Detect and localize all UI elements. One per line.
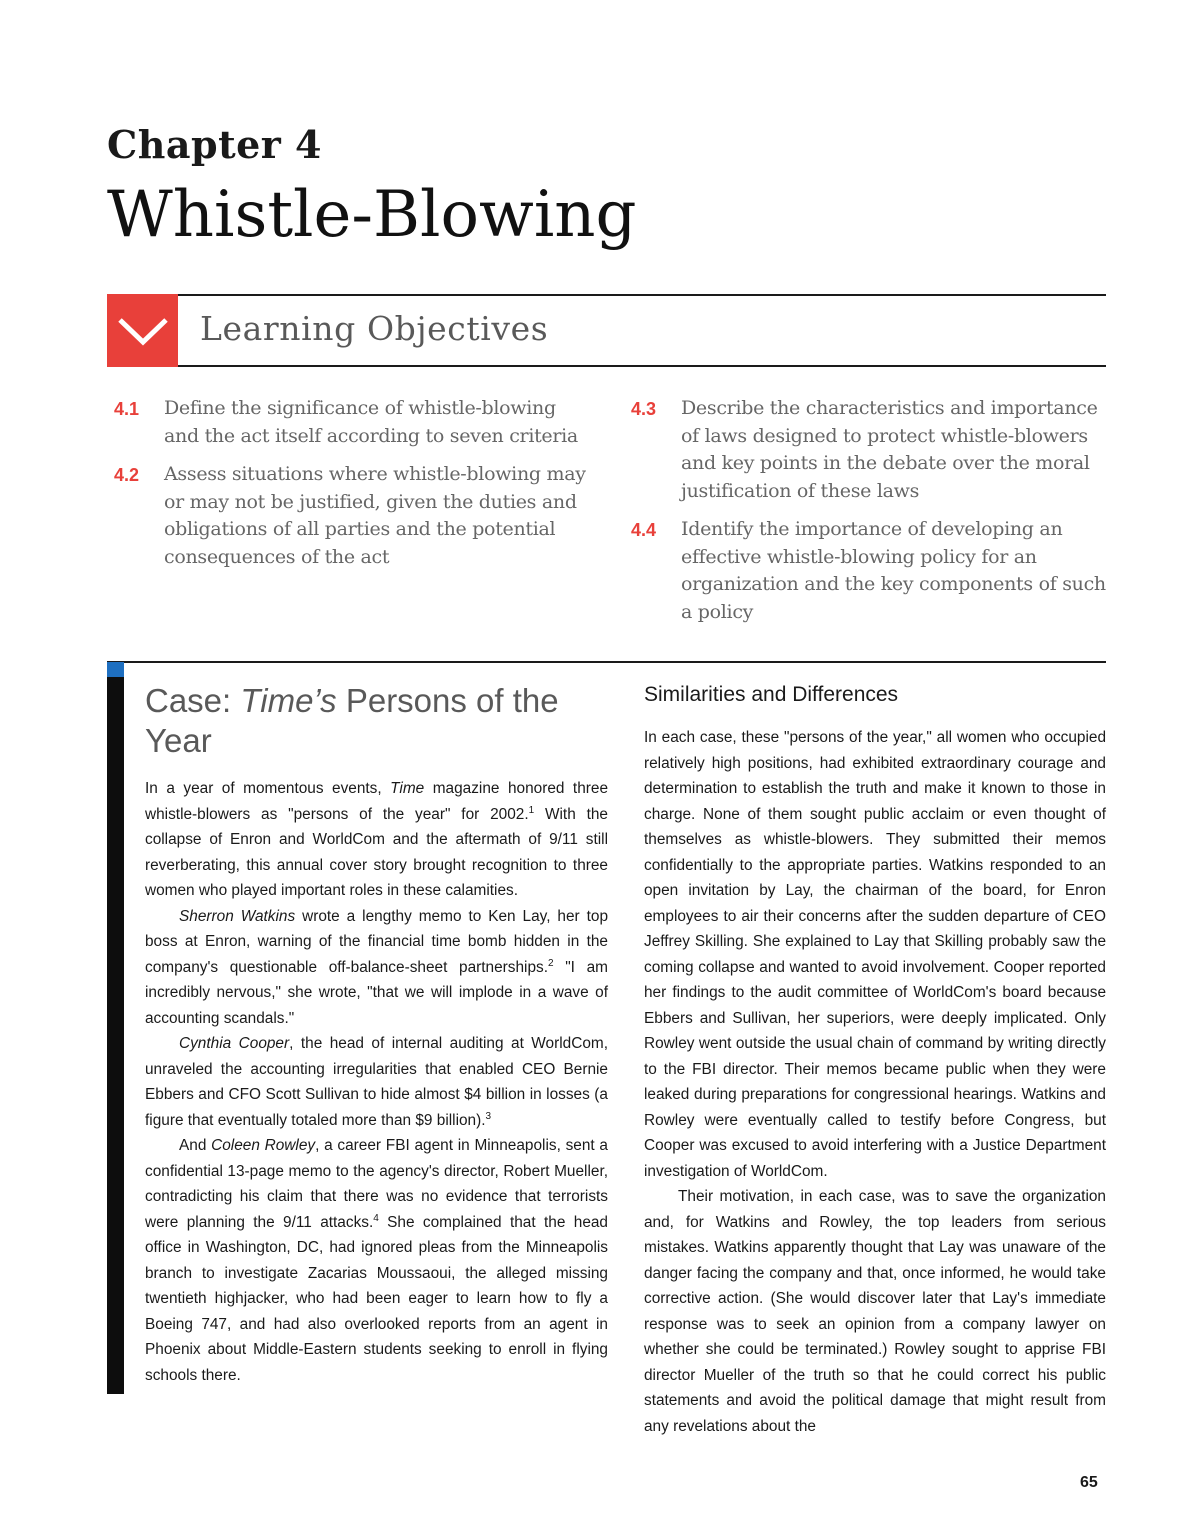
objective-number: 4.3	[631, 399, 657, 419]
objective-text: Identify the importance of developing an effective whistle-blowing policy for an organization and the key components of such a policy	[681, 518, 1106, 623]
case-title-suffix: Persons of the Year	[145, 682, 559, 759]
case-title-italic: Time’s	[240, 682, 337, 719]
objective-text: Assess situations where whistle-blowing may or may not be justified, given the duties and obligations of all parties and the potential consequences of the act	[164, 463, 586, 568]
objective-number: 4.4	[631, 520, 657, 540]
objective-number: 4.2	[114, 465, 140, 485]
case-body-right-column	[644, 725, 1106, 1439]
objective-item	[114, 395, 594, 450]
learning-objectives-heading: Learning Objectives	[200, 309, 549, 348]
objective-text: Describe the characteristics and importance of laws designed to protect whistle-blowers and key points in the debate over the moral justification of these laws	[681, 397, 1098, 502]
objective-item	[631, 395, 1111, 505]
text-run: wrote a lengthy memo to Ken Lay, her top boss at Enron, warning of the financial time bomb hidden in the company's questionable off-balance-sheet partnerships.	[145, 907, 609, 976]
objectives-column-left	[114, 395, 594, 582]
case-body-left-column	[145, 776, 608, 1388]
case-paragraph: Their motivation, in each case, was to save the organization and, for Watkins and Rowley, the top leaders from serious mistakes. Watkins apparently thought that Lay was unaware of the danger facing the company and that, once informed, he would take corrective action. (She would discover later that Lay's immediate response was to seek an opinion from a company lawyer on whether she could be terminated.) Rowley sought to apprise FBI director Mueller of the truth so that he could correct his public statements and avoid the political damage that might result from any revelations about the	[644, 1188, 1106, 1435]
case-sidebar-accent-black	[107, 677, 124, 1394]
objective-number: 4.1	[114, 399, 140, 419]
objective-item	[631, 516, 1111, 626]
case-paragraph	[145, 1031, 608, 1133]
objective-text: Define the significance of whistle-blowing and the act itself according to seven criteria	[164, 397, 578, 447]
italic-run: Coleen Rowley	[211, 1137, 316, 1154]
italic-run: Sherron Watkins	[179, 907, 296, 925]
footnote-marker: 1	[528, 804, 535, 816]
text-run: , the head of internal auditing at WorldCom, unraveled the accounting irregularities that enabled CEO Bernie Ebbers and CFO Scott Sullivan to hide almost $4 billion in losses (a figure that eventually totaled more than $9 billion).	[145, 1035, 608, 1129]
italic-run: Cynthia Cooper	[179, 1035, 290, 1052]
text-run: With the collapse of Enron and WorldCom and the aftermath of 9/11 still reverberating, this annual cover story brought recognition to three women who played important roles in these calamities.	[145, 805, 608, 899]
case-paragraph	[145, 776, 608, 904]
footnote-marker: 3	[485, 1110, 492, 1122]
text-run: She complained that the head office in Washington, DC, had ignored pleas from the Minneapolis branch to investigate Zacarias Moussaoui, the alleged missing twentieth highjacker, who had been eager to learn how to fly a Boeing 747, and had also overlooked reports from an agent in Phoenix about Middle-Eastern students seeking to enroll in flying schools there.	[145, 1213, 608, 1384]
page-number: 65	[1080, 1474, 1098, 1491]
case-paragraph: In each case, these "persons of the year," all women who occupied relatively high positions, had exhibited extraordinary courage and determination to establish the truth and make it known to those in charge. None of them sought public acclaim or even thought of themselves as whistle-blowers. They submitted their memos confidentially to the appropriate parties. Watkins responded to an open invitation by Lay, the chairman of the board, for Enron employees to air their concerns after the sudden departure of CEO Jeffrey Skilling. She explained to Lay that Skilling probably saw the coming collapse and wanted to avoid involvement. Cooper reported her findings to the audit committee of WorldCom's board because Ebbers and Sullivan, her superiors, were deeply implicated. Only Rowley went outside the usual chain of command by writing directly to the FBI director. Their memos became public when they were leaked during preparations for congressional hearings. Watkins and Rowley were eventually called to testify before Congress, but Cooper was excused to avoid interfering with a Justice Department investigation of WorldCom.	[644, 729, 1106, 1180]
italic-run: Time	[390, 780, 425, 797]
learning-objectives-badge	[107, 294, 178, 367]
text-run: , a career FBI agent in Minneapolis, sent a confidential 13-page memo to the agency's director, Robert Mueller, contradicting his claim that there was no evidence that terrorists were planning the 9/11 attacks.	[145, 1137, 608, 1231]
objectives-column-right	[631, 395, 1111, 637]
case-rule-top	[107, 661, 1106, 663]
text-run: And	[179, 1137, 212, 1154]
case-sidebar-accent-blue	[107, 662, 124, 677]
learning-objectives-rule-bottom	[178, 365, 1106, 367]
text-run: In a year of momentous events,	[145, 780, 391, 797]
text-run: magazine honored three whistle-blowers as "persons of the year" for 2002.	[145, 780, 609, 823]
case-paragraph	[145, 1133, 608, 1388]
learning-objectives-rule-top	[107, 294, 1106, 296]
footnote-marker: 2	[547, 957, 554, 969]
chapter-label: Chapter 4	[107, 122, 322, 167]
footnote-marker: 4	[373, 1212, 379, 1224]
text-run: "I am incredibly nervous," she wrote, "that we will implode in a wave of accounting scandals."	[145, 958, 608, 1027]
section-heading: Similarities and Differences	[644, 683, 899, 706]
case-title-prefix: Case:	[145, 682, 241, 719]
objective-item	[114, 461, 594, 571]
case-title	[145, 681, 615, 761]
chapter-title: Whistle-Blowing	[107, 178, 637, 252]
case-paragraph	[145, 904, 608, 1032]
chevron-down-icon	[116, 314, 170, 348]
